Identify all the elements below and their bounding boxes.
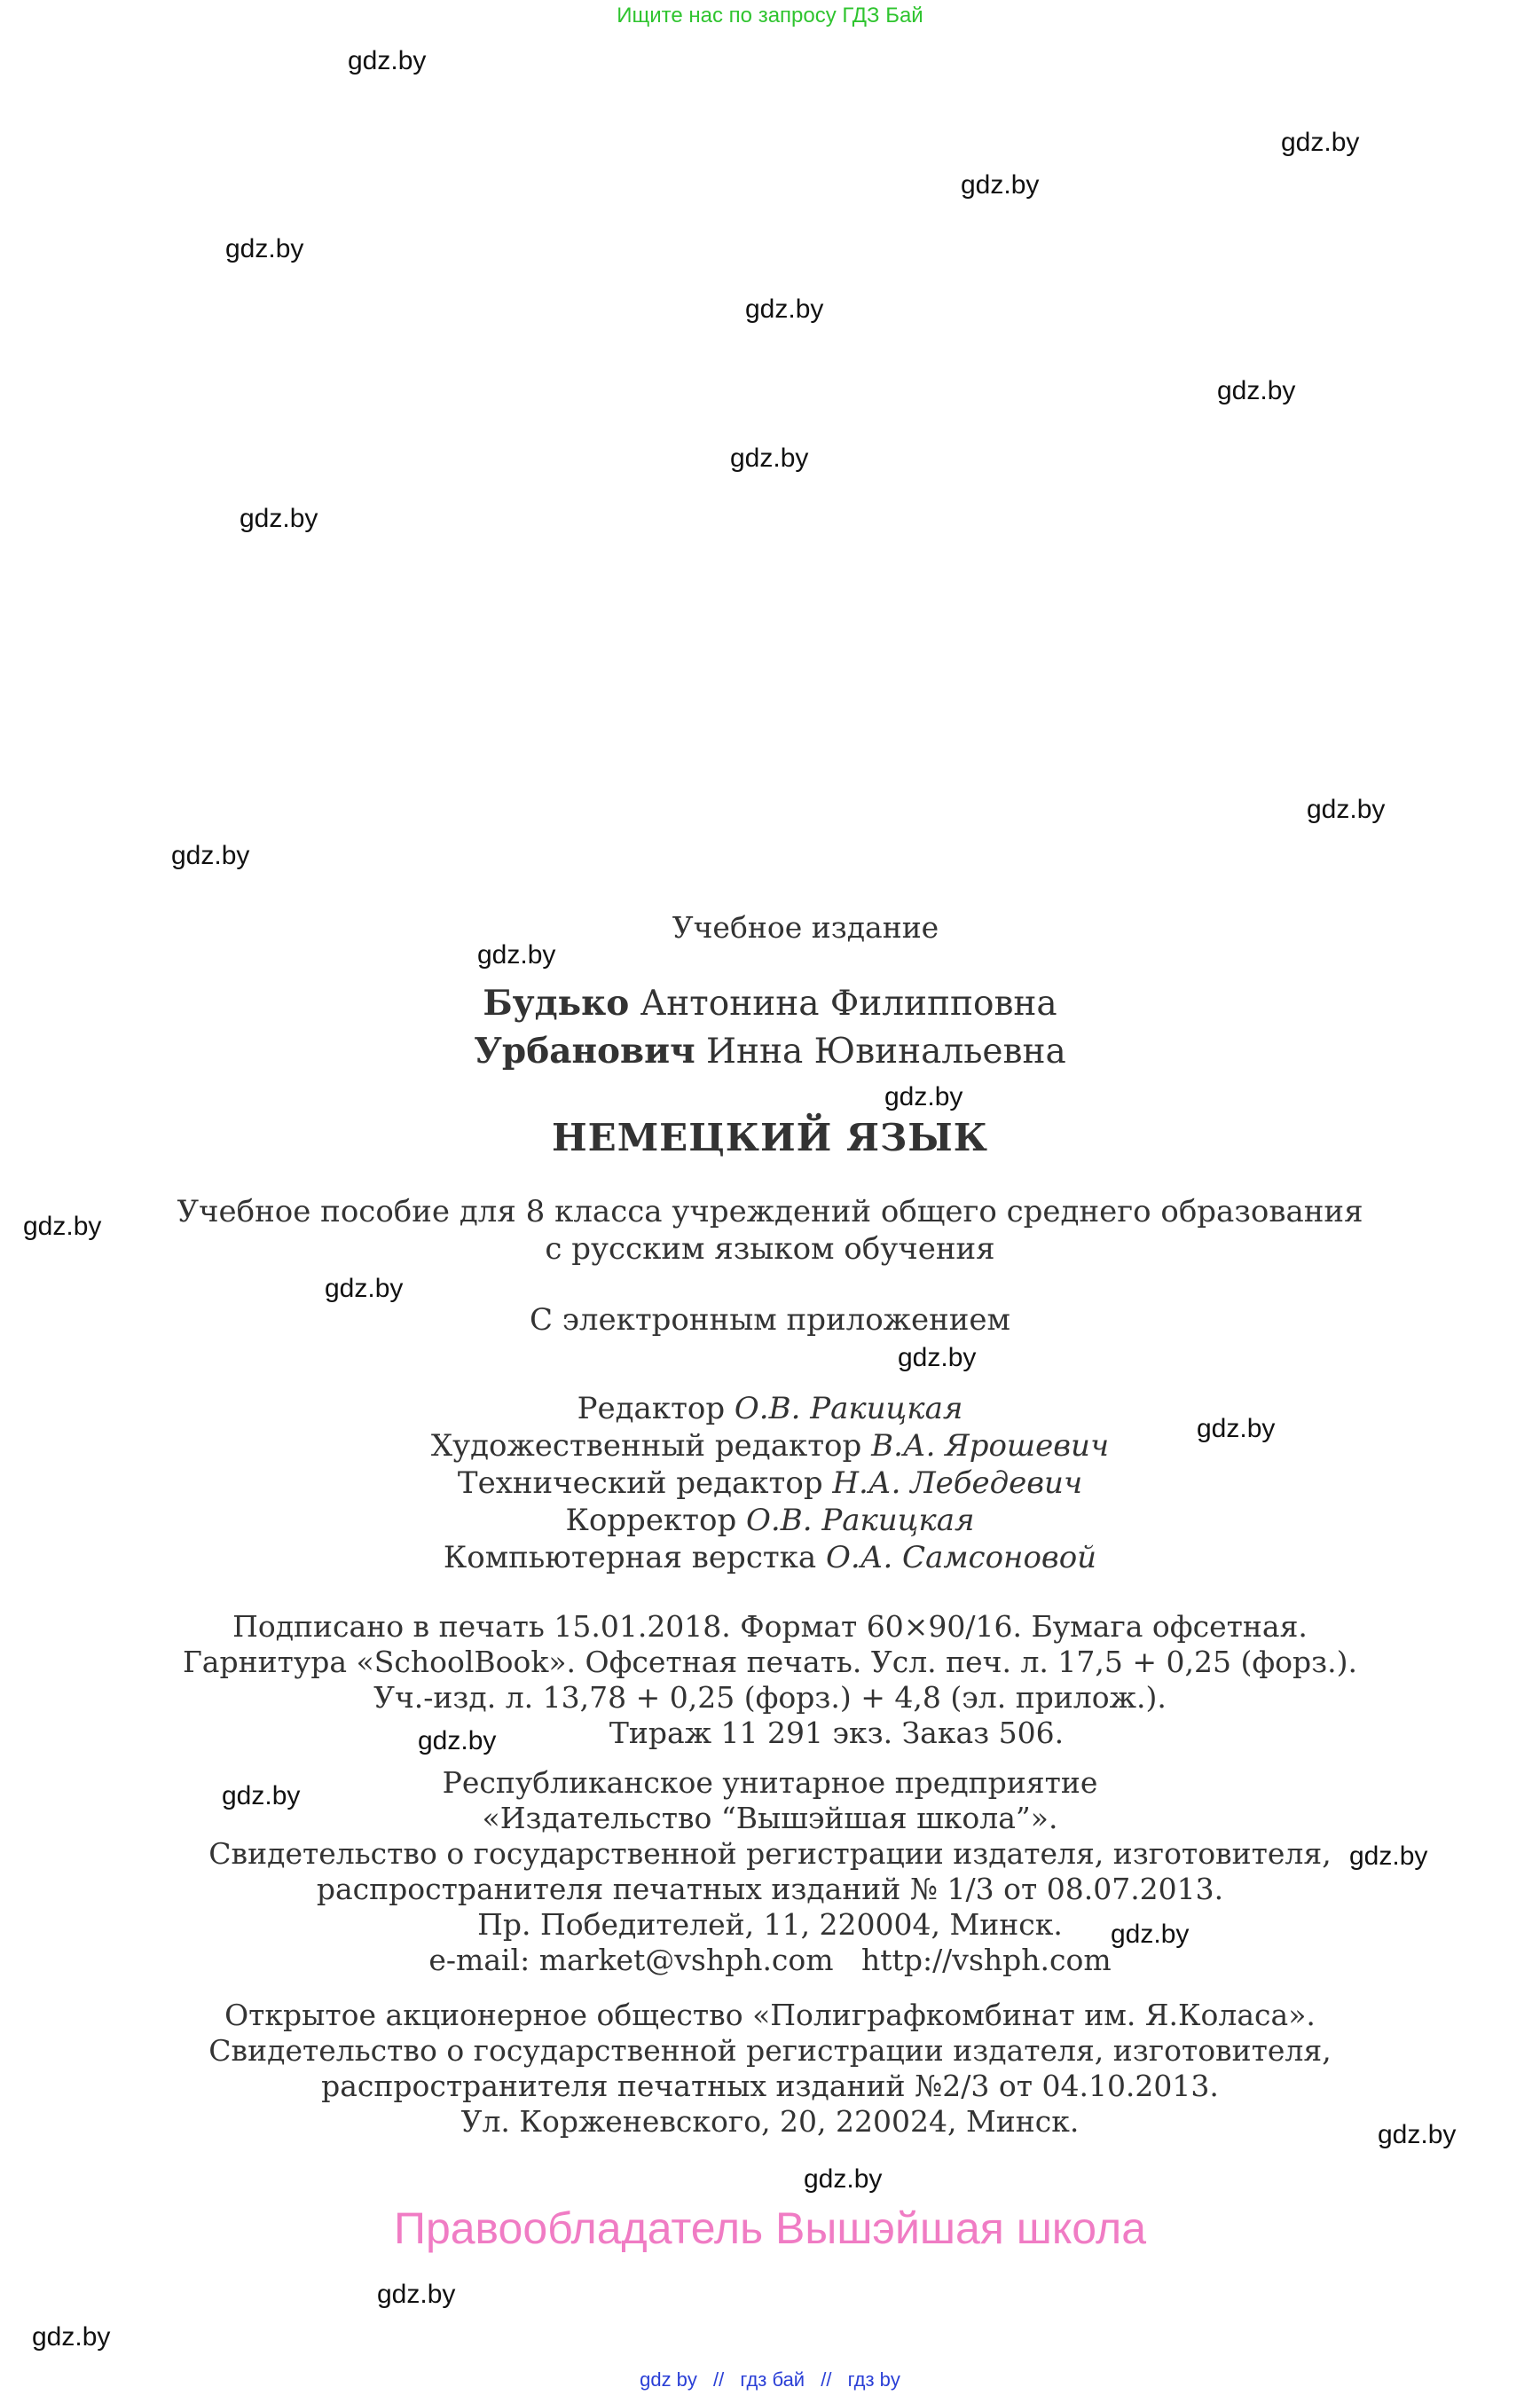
search-hint-banner: Ищите нас по запросу ГДЗ Бай xyxy=(617,4,923,27)
watermark: gdz.by xyxy=(804,2164,883,2194)
footer-separator: // xyxy=(821,2368,832,2391)
printer-line: Свидетельство о государственной регистрации издателя, изготовителя, xyxy=(208,2033,1332,2068)
watermark: gdz.by xyxy=(1217,376,1296,405)
credit-role: Технический редактор xyxy=(457,1465,823,1501)
watermark: gdz.by xyxy=(1349,1842,1428,1871)
watermark: gdz.by xyxy=(477,940,556,970)
watermark: gdz.by xyxy=(377,2280,456,2309)
watermark: gdz.by xyxy=(1378,2120,1457,2149)
author-1 xyxy=(0,983,1540,1024)
watermark: gdz.by xyxy=(222,1781,301,1810)
watermark: gdz.by xyxy=(1281,128,1360,157)
imprint-line: Гарнитура «SchoolBook». Офсетная печать. Усл. печ. л. 17,5 + 0,25 (форз.). xyxy=(182,1645,1358,1679)
credit-person: О.В. Ракицкая xyxy=(734,1391,963,1426)
watermark: gdz.by xyxy=(961,170,1040,200)
watermark: gdz.by xyxy=(1197,1414,1276,1443)
supplement-note: С электронным приложением xyxy=(530,1302,1010,1338)
credit-role: Художественный редактор xyxy=(430,1428,862,1464)
credit-proofreader xyxy=(0,1503,1540,1538)
watermark: gdz.by xyxy=(898,1343,977,1372)
imprint-line: Уч.-изд. л. 13,78 + 0,25 (форз.) + 4,8 (эл. прилож.). xyxy=(373,1680,1167,1715)
footer-separator: // xyxy=(713,2368,725,2391)
publisher-line: «Издательство “Вышэйшая школа”». xyxy=(482,1801,1058,1835)
credit-role: Редактор xyxy=(577,1391,726,1426)
credit-art-editor xyxy=(0,1428,1540,1464)
watermark: gdz.by xyxy=(171,841,250,870)
credit-person: О.А. Самсоновой xyxy=(826,1540,1097,1575)
watermark: gdz.by xyxy=(225,234,304,263)
watermark: gdz.by xyxy=(745,294,824,324)
author-2 xyxy=(0,1031,1540,1072)
watermark: gdz.by xyxy=(884,1082,963,1111)
watermark: gdz.by xyxy=(348,46,427,75)
watermark: gdz.by xyxy=(418,1726,497,1755)
watermark: gdz.by xyxy=(325,1274,404,1303)
credit-editor xyxy=(0,1391,1540,1426)
credit-role: Корректор xyxy=(565,1503,737,1538)
subtitle-line-1: Учебное пособие для 8 класса учреждений общего среднего образования xyxy=(177,1194,1363,1229)
credit-person: В.А. Ярошевич xyxy=(871,1428,1110,1464)
subtitle-line-2: с русским языком обучения xyxy=(545,1231,995,1267)
imprint-line: Тираж 11 291 экз. Заказ 506. xyxy=(609,1716,1065,1750)
footer-link-gdz-by-2[interactable]: гдз by xyxy=(847,2368,900,2391)
publisher-line: Пр. Победителей, 11, 220004, Минск. xyxy=(477,1907,1063,1942)
imprint-line: Подписано в печать 15.01.2018. Формат 60×90/16. Бумага офсетная. xyxy=(232,1609,1308,1644)
credit-role: Компьютерная верстка xyxy=(443,1540,817,1575)
watermark: gdz.by xyxy=(23,1212,102,1241)
publisher-line: Свидетельство о государственной регистрации издателя, изготовителя, xyxy=(208,1836,1332,1871)
footer-link-gdz-bai[interactable]: гдз бай xyxy=(740,2368,805,2391)
credit-tech-editor xyxy=(0,1465,1540,1501)
credit-person: Н.А. Лебедевич xyxy=(832,1465,1083,1501)
footer-links xyxy=(0,2368,1540,2391)
author-1-surname: Будько xyxy=(483,983,630,1024)
rights-holder-notice: Правообладатель Вышэйшая школа xyxy=(394,2203,1146,2253)
printer-line: Открытое акционерное общество «Полиграфкомбинат им. Я.Коласа». xyxy=(224,1998,1316,2032)
author-2-name: Инна Ювинальевна xyxy=(706,1032,1066,1072)
watermark: gdz.by xyxy=(32,2322,111,2352)
author-2-surname: Урбанович xyxy=(474,1031,695,1072)
watermark: gdz.by xyxy=(730,444,809,473)
author-1-name: Антонина Филипповна xyxy=(640,984,1057,1024)
printer-line: Ул. Корженевского, 20, 220024, Минск. xyxy=(460,2104,1080,2139)
footer-link-gdz-by[interactable]: gdz by xyxy=(640,2368,697,2391)
watermark: gdz.by xyxy=(1307,795,1386,824)
credit-layout xyxy=(0,1540,1540,1575)
watermark: gdz.by xyxy=(1111,1920,1190,1949)
printer-line: распространителя печатных изданий №2/3 от 04.10.2013. xyxy=(321,2069,1219,2103)
watermark: gdz.by xyxy=(240,504,318,533)
publisher-line: Республиканское унитарное предприятие xyxy=(442,1765,1098,1800)
credit-person: О.В. Ракицкая xyxy=(746,1503,975,1538)
edition-type: Учебное издание xyxy=(672,910,939,945)
publisher-contacts: e-mail: market@vshph.com http://vshph.com xyxy=(428,1943,1112,1977)
publisher-line: распространителя печатных изданий № 1/3 от 08.07.2013. xyxy=(316,1872,1224,1906)
book-title: НЕМЕЦКИЙ ЯЗЫК xyxy=(552,1116,988,1159)
